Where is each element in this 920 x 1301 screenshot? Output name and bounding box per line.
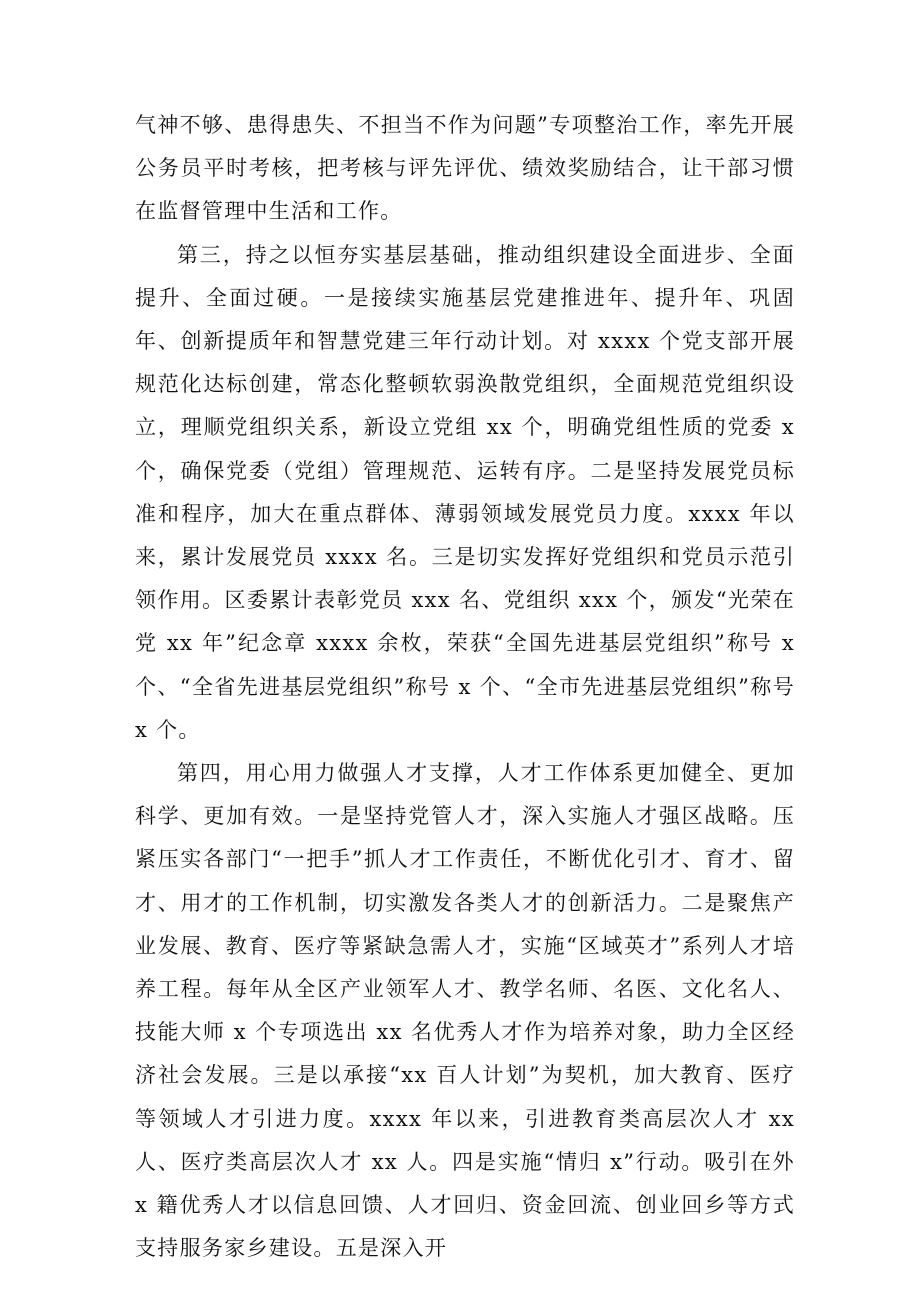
paragraph-fourth-point: 第四，用心用力做强人才支撑，人才工作体系更加健全、更加科学、更加有效。一是坚持党管人才，深入实施人才强区战略。压紧压实各部门“一把手”抓人才工作责任，不断优化引才、育才、留才、用才的工作机制，切实激发各类人才的创新活力。二是聚焦产业发展、教育、医疗等紧缺急需人才，实施“区域英才”系列人才培养工程。每年从全区产业领军人才、教学名师、名医、文化名人、技能大师 x 个专项选出 xx 名优秀人才作为培养对象，助力全区经济社会发展。三是以承接“xx 百人计划”为契机，加大教育、医疗等领域人才引进力度。xxxx 年以来，引进教育类高层次人才 xx 人、医疗类高层次人才 xx 人。四是实施“情归 x”行动。吸引在外 x 籍优秀人才以信息回馈、人才回归、资金回流、创业回乡等方式支持服务家乡建设。五是深入开 [135, 761, 795, 1261]
document-body [135, 104, 795, 1270]
paragraph-continuation: 气神不够、患得患失、不担当不作为问题”专项整治工作，率先开展公务员平时考核，把考核与评先评优、绩效奖励结合，让干部习惯在监督管理中生活和工作。 [135, 113, 795, 224]
paragraph-third-point: 第三，持之以恒夯实基层基础，推动组织建设全面进步、全面提升、全面过硬。一是接续实施基层党建推进年、提升年、巩固年、创新提质年和智慧党建三年行动计划。对 xxxx 个党支部开展规范化达标创建，常态化整顿软弱涣散党组织，全面规范党组织设立，理顺党组织关系，新设立党组 xx 个，明确党组性质的党委 x 个，确保党委（党组）管理规范、运转有序。二是坚持发展党员标准和程序，加大在重点群体、薄弱领域发展党员力度。xxxx 年以来，累计发展党员 xxxx 名。三是切实发挥好党组织和党员示范引领作用。区委累计表彰党员 xxx 名、党组织 xxx 个，颁发“光荣在党 xx 年”纪念章 xxxx 余枚，荣获“全国先进基层党组织”称号 x 个、“全省先进基层党组织”称号 x 个、“全市先进基层党组织”称号 x 个。 [135, 242, 795, 742]
